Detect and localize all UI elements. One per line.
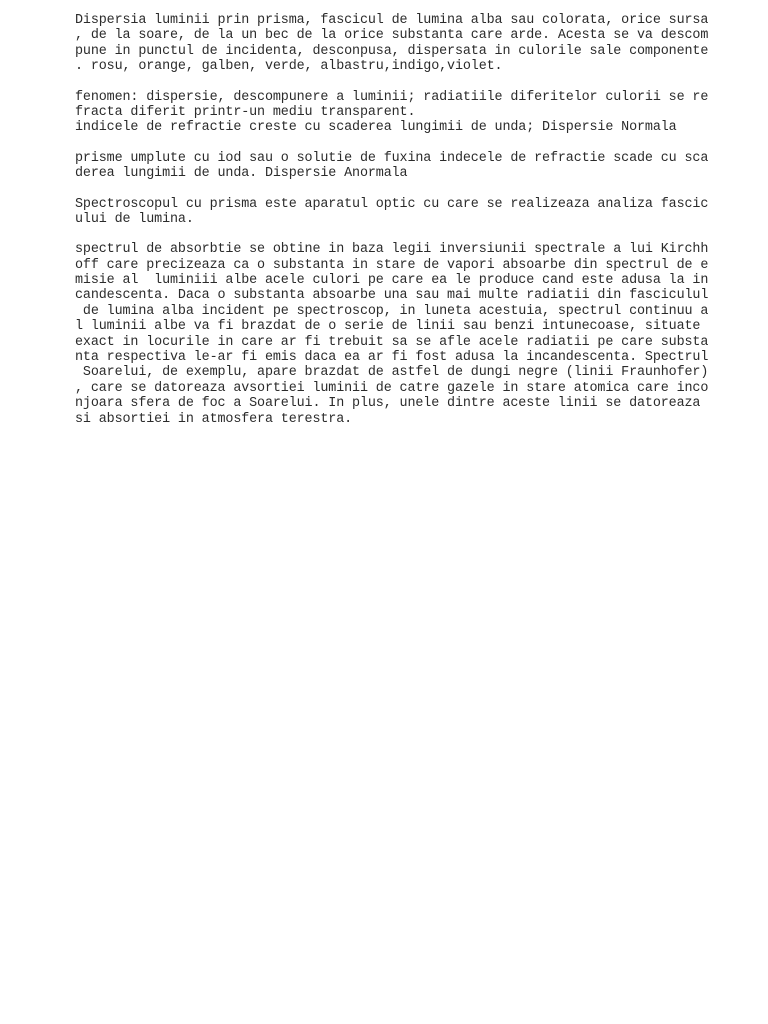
text-line: Soarelui, de exemplu, apare brazdat de astfel de dungi negre (linii Fraunhofer) [75, 365, 709, 381]
text-line: si absortiei in atmosfera terestra. [75, 411, 353, 427]
text-line: off care precizeaza ca o substanta in stare de vapori absoarbe din spectrul de e [75, 257, 709, 273]
text-line: nta respectiva le-ar fi emis daca ea ar fi fost adusa la incandescenta. Spectrul [75, 350, 709, 366]
text-line: candescenta. Daca o substanta absoarbe una sau mai multe radiatii din fasciculul [75, 288, 709, 304]
text-line: derea lungimii de unda. Dispersie Anormala [75, 166, 408, 182]
text-line: misie al luminiii albe acele culori pe care ea le produce cand este adusa la in [75, 273, 709, 289]
document-body [75, 13, 709, 442]
text-line: prisme umplute cu iod sau o solutie de fuxina indecele de refractie scade cu sca [75, 150, 709, 166]
paragraph-absorption-spectrum [75, 242, 709, 427]
text-line: de lumina alba incident pe spectroscop, in luneta acestuia, spectrul continuu a [75, 303, 709, 319]
text-line: . rosu, orange, galben, verde, albastru,indigo,violet. [75, 59, 503, 75]
text-line: l luminii albe va fi brazdat de o serie de linii sau benzi intunecoase, situate [75, 319, 709, 335]
text-line: ului de lumina. [75, 211, 194, 227]
text-line: indicele de refractie creste cu scaderea lungimii de unda; Dispersie Normala [75, 120, 677, 136]
text-line: Spectroscopul cu prisma este aparatul optic cu care se realizeaza analiza fascic [75, 196, 709, 212]
text-line: , care se datoreaza avsortiei luminii de catre gazele in stare atomica care inco [75, 380, 709, 396]
paragraph-dispersion-intro [75, 13, 709, 75]
paragraph-normal-dispersion [75, 89, 709, 136]
paragraph-spectroscope [75, 196, 709, 228]
text-line: njoara sfera de foc a Soarelui. In plus, unele dintre aceste linii se datoreaza [75, 396, 709, 412]
text-line: fenomen: dispersie, descompunere a luminii; radiatiile diferitelor culorii se re [75, 89, 709, 105]
text-line: , de la soare, de la un bec de la orice substanta care arde. Acesta se va descom [75, 28, 709, 44]
text-line: pune in punctul de incidenta, desconpusa, dispersata in culorile sale componente [75, 43, 709, 59]
text-line: Dispersia luminii prin prisma, fascicul de lumina alba sau colorata, orice sursa [75, 13, 709, 28]
text-line: spectrul de absorbtie se obtine in baza legii inversiunii spectrale a lui Kirchh [75, 242, 709, 258]
paragraph-anomalous-dispersion [75, 150, 709, 182]
text-line: fracta diferit printr-un mediu transparent. [75, 104, 416, 120]
text-line: exact in locurile in care ar fi trebuit sa se afle acele radiatii pe care substa [75, 334, 709, 350]
